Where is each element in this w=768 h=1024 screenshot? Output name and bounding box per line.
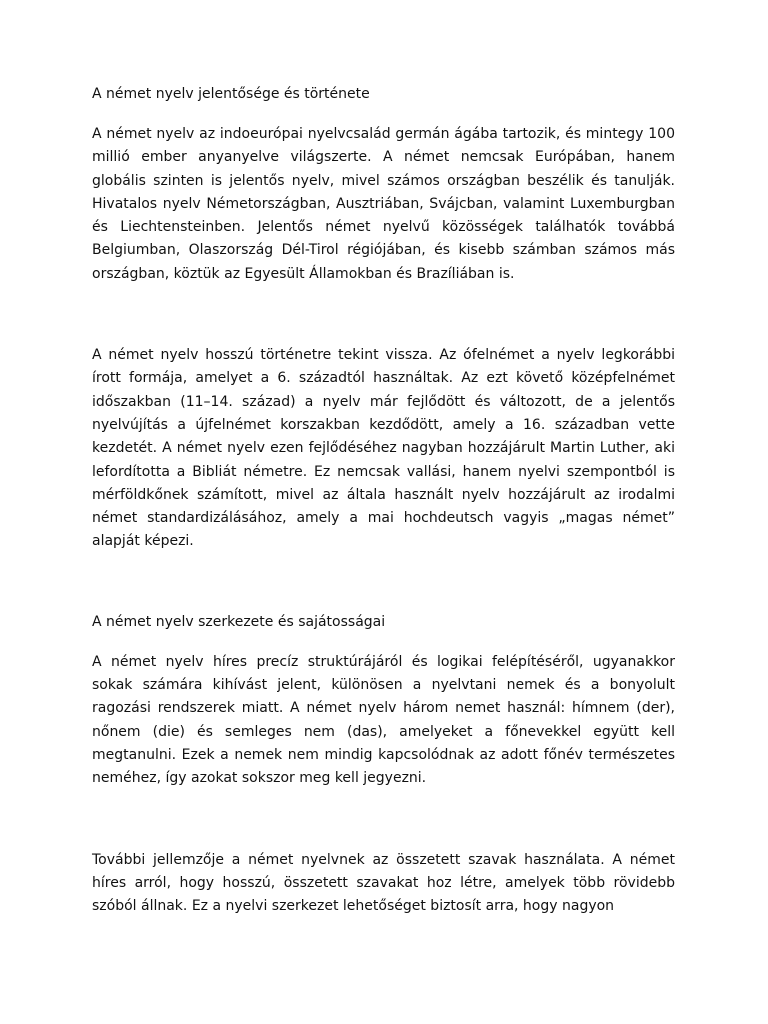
paragraph: További jellemzője a német nyelvnek az összetett szavak használata. A német híres arról, hogy hosszú, összetett szavakat hoz létre, amelyek több rövidebb szóból állnak. Ez a nyelvi szerkezet lehetőséget biztosít arra, hogy nagyon xyxy=(92,851,675,915)
document-page xyxy=(92,84,675,918)
section-heading: A német nyelv szerkezete és sajátosságai xyxy=(92,613,386,630)
paragraph: A német nyelv az indoeurópai nyelvcsalád germán ágába tartozik, és mintegy 100 millió ember anyanyelve világszerte. A német nemcsak Európában, hanem globális szinten is jelentős nyelv, mivel számos országban beszélik és tanulják. Hivatalos nyelv Németországban, Ausztriában, Svájcban, valamint Luxemburgban és Liechtensteinben. Jelentős német nyelvű közösségek találhatók továbbá Belgiumban, Olaszország Dél-Tirol régiójában, és kisebb számban számos más országban, köztük az Egyesült Államokban és Brazíliában is. xyxy=(92,126,675,282)
paragraph: A német nyelv híres precíz struktúrájáról és logikai felépítéséről, ugyanakkor sokak számára kihívást jelent, különösen a nyelvtani nemek és a bonyolult ragozási rendszerek miatt. A német nyelv három nemet használ: hímnem (der), nőnem (die) és semleges nem (das), amelyeket a főnevekkel együtt kell megtanulni. Ezek a nemek nem mindig kapcsolódnak az adott főnév természetes neméhez, így azokat sokszor meg kell jegyezni. xyxy=(92,653,675,787)
section-heading: A német nyelv jelentősége és története xyxy=(92,86,370,102)
paragraph: A német nyelv hosszú történetre tekint vissza. Az ófelnémet a nyelv legkorábbi írott formája, amelyet a 6. századtól használtak. Az ezt követő középfelnémet időszakban (11–14. század) a nyelv már fejlődött és változott, de a jelentős nyelvújítás a újfelnémet korszakban kezdődött, amely a 16. században vette kezdetét. A német nyelv ezen fejlődéséhez nagyban hozzájárult Martin Luther, aki lefordította a Bibliát németre. Ez nemcsak vallási, hanem nyelvi szempontból is mérföldkőnek számított, mivel az általa használt nyelv hozzájárult az irodalmi német standardizálásához, amely a mai hochdeutsch vagyis „magas német” alapját képezi. xyxy=(92,347,675,550)
